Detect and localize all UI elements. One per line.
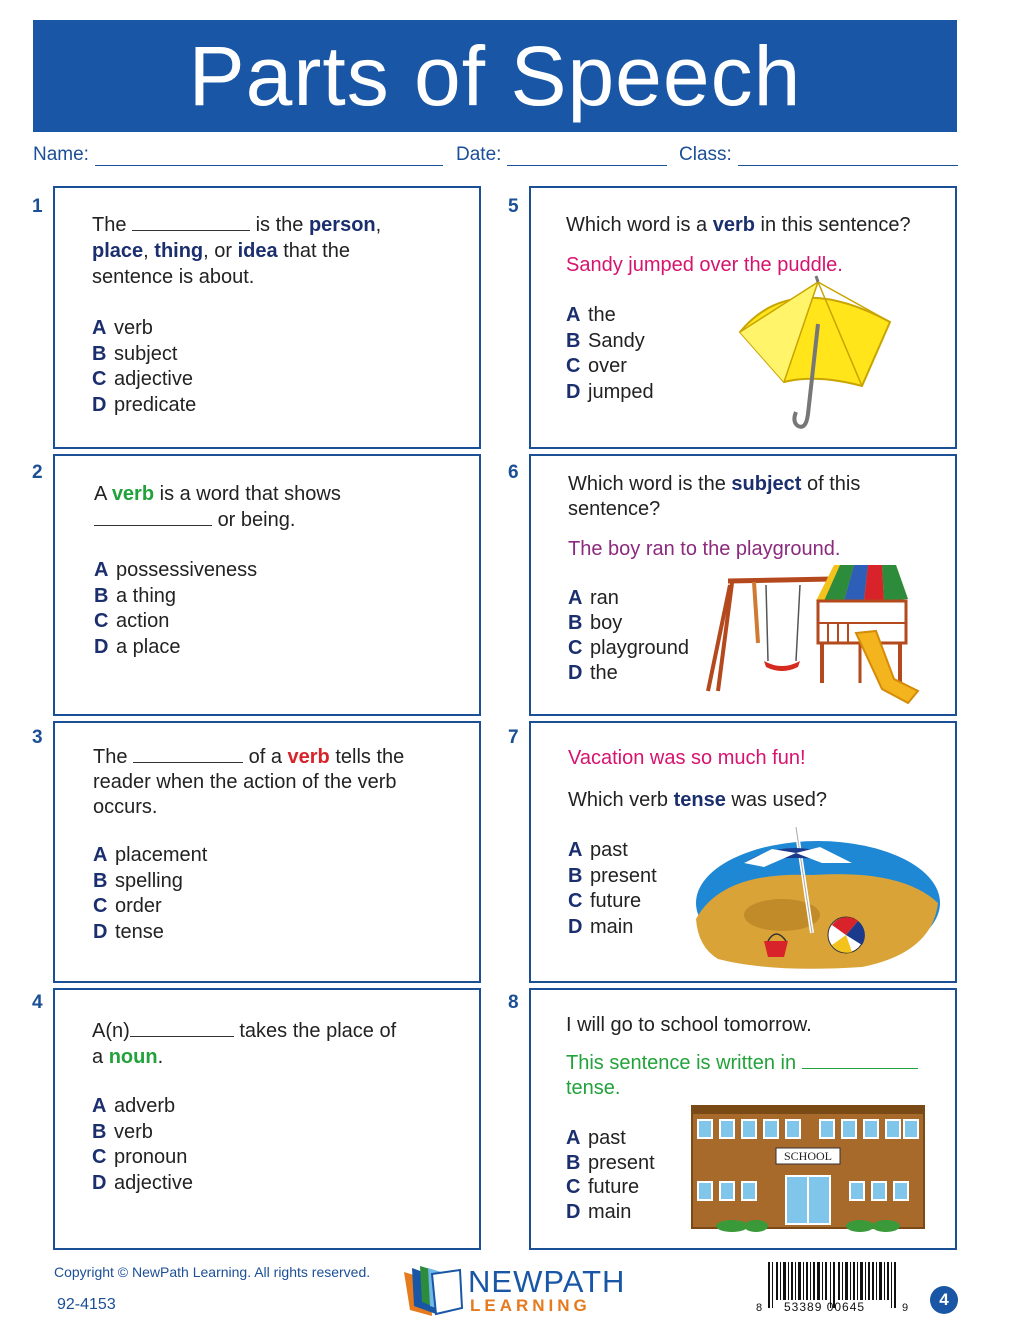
option-a[interactable]: A possessiveness: [94, 559, 258, 581]
question-number: 6: [508, 462, 519, 483]
question-text-4: A(n) takes the place of a noun.: [92, 1020, 397, 1068]
option-d[interactable]: D jumped: [566, 380, 654, 403]
option-b[interactable]: B present: [566, 1151, 655, 1174]
options-2: [94, 558, 257, 660]
option-c[interactable]: C future: [566, 1176, 640, 1198]
options-7: [568, 838, 657, 940]
options-1: [92, 316, 196, 418]
option-c[interactable]: C future: [568, 890, 642, 912]
options-6: [568, 586, 689, 686]
question-text-5: Which word is a verb in this sentence?: [566, 214, 911, 236]
beach-illustration: [692, 823, 942, 973]
example-sentence-5: Sandy jumped over the puddle.: [566, 254, 843, 276]
example-sentence-6: The boy ran to the playground.: [568, 538, 841, 560]
page-title-banner: [33, 20, 957, 132]
option-b[interactable]: B subject: [92, 342, 178, 365]
barcode-digit-left: 8: [756, 1302, 763, 1314]
option-c[interactable]: C pronoun: [92, 1146, 188, 1168]
option-a[interactable]: A placement: [93, 844, 208, 866]
option-c[interactable]: C adjective: [92, 368, 193, 390]
question-number: 3: [32, 727, 43, 748]
options-4: [92, 1094, 193, 1196]
option-d[interactable]: D main: [566, 1200, 632, 1223]
question-text-1: The is the person, place, thing, or idea that the sentence is about.: [92, 214, 382, 288]
question-number: 4: [32, 992, 43, 1013]
option-b[interactable]: B verb: [92, 1120, 153, 1143]
date-label: Date:: [456, 144, 502, 165]
option-b[interactable]: B Sandy: [566, 329, 645, 352]
playground-illustration: [704, 563, 922, 706]
option-b[interactable]: B a thing: [94, 584, 177, 607]
option-d[interactable]: D predicate: [92, 393, 197, 416]
name-blank[interactable]: [95, 147, 443, 166]
logo-text-top: NEWPATH: [468, 1264, 626, 1299]
option-c[interactable]: C order: [93, 895, 162, 917]
copyright: Copyright © NewPath Learning. All rights reserved.: [54, 1264, 371, 1280]
logo-text-bottom: LEARNING: [470, 1296, 591, 1315]
school-sign: SCHOOL: [783, 1149, 832, 1163]
option-b[interactable]: B present: [568, 864, 657, 887]
option-d[interactable]: D tense: [93, 920, 164, 943]
option-d[interactable]: D the: [568, 662, 618, 684]
newpath-logo: [402, 1266, 632, 1318]
options-8: [566, 1126, 655, 1224]
class-label: Class:: [679, 144, 732, 165]
option-c[interactable]: C over: [566, 355, 627, 377]
page-title: Parts of Speech: [188, 28, 802, 123]
barcode: [756, 1262, 915, 1324]
date-blank[interactable]: [507, 147, 667, 166]
product-code: 92-4153: [57, 1296, 116, 1313]
option-c[interactable]: C action: [94, 610, 170, 632]
question-text-7: Which verb tense was used?: [568, 789, 828, 811]
option-b[interactable]: B spelling: [93, 869, 183, 892]
question-text-3: The of a verb tells the reader when the action of the verb occurs.: [93, 746, 405, 818]
name-label: Name:: [33, 144, 89, 165]
question-number: 8: [508, 992, 519, 1013]
question-text-8: I will go to school tomorrow.: [566, 1014, 812, 1036]
barcode-digits: 53389 00645: [784, 1300, 866, 1314]
name-line: [33, 144, 443, 166]
options-3: [93, 843, 207, 945]
option-a[interactable]: A the: [566, 304, 616, 326]
umbrella-illustration: [732, 274, 897, 436]
option-d[interactable]: D a place: [94, 635, 181, 658]
option-b[interactable]: B boy: [568, 612, 623, 634]
page-number-badge: 4: [930, 1286, 958, 1314]
date-line: [456, 144, 667, 166]
option-a[interactable]: A past: [568, 839, 628, 861]
option-a[interactable]: A ran: [568, 587, 619, 609]
book-logo-icon: [402, 1266, 464, 1318]
example-sentence-8: This sentence is written in tense.: [566, 1051, 946, 1101]
option-a[interactable]: A adverb: [92, 1095, 176, 1117]
options-5: [566, 303, 654, 405]
example-sentence-7: Vacation was so much fun!: [568, 747, 806, 769]
question-number: 7: [508, 727, 519, 748]
question-number: 2: [32, 462, 43, 483]
school-illustration: [690, 1104, 926, 1232]
option-d[interactable]: D adjective: [92, 1171, 193, 1194]
question-number: 5: [508, 196, 519, 217]
class-blank[interactable]: [738, 147, 958, 166]
option-a[interactable]: A verb: [92, 317, 153, 339]
question-text-6: Which word is the subject of this sentence?: [568, 473, 861, 520]
barcode-digit-right: 9: [902, 1302, 909, 1314]
option-d[interactable]: D main: [568, 915, 634, 938]
question-number: 1: [32, 196, 43, 217]
option-c[interactable]: C playground: [568, 637, 689, 659]
option-a[interactable]: A past: [566, 1127, 626, 1149]
class-line: [679, 144, 958, 166]
question-text-2: A verb is a word that shows or being.: [94, 483, 341, 531]
